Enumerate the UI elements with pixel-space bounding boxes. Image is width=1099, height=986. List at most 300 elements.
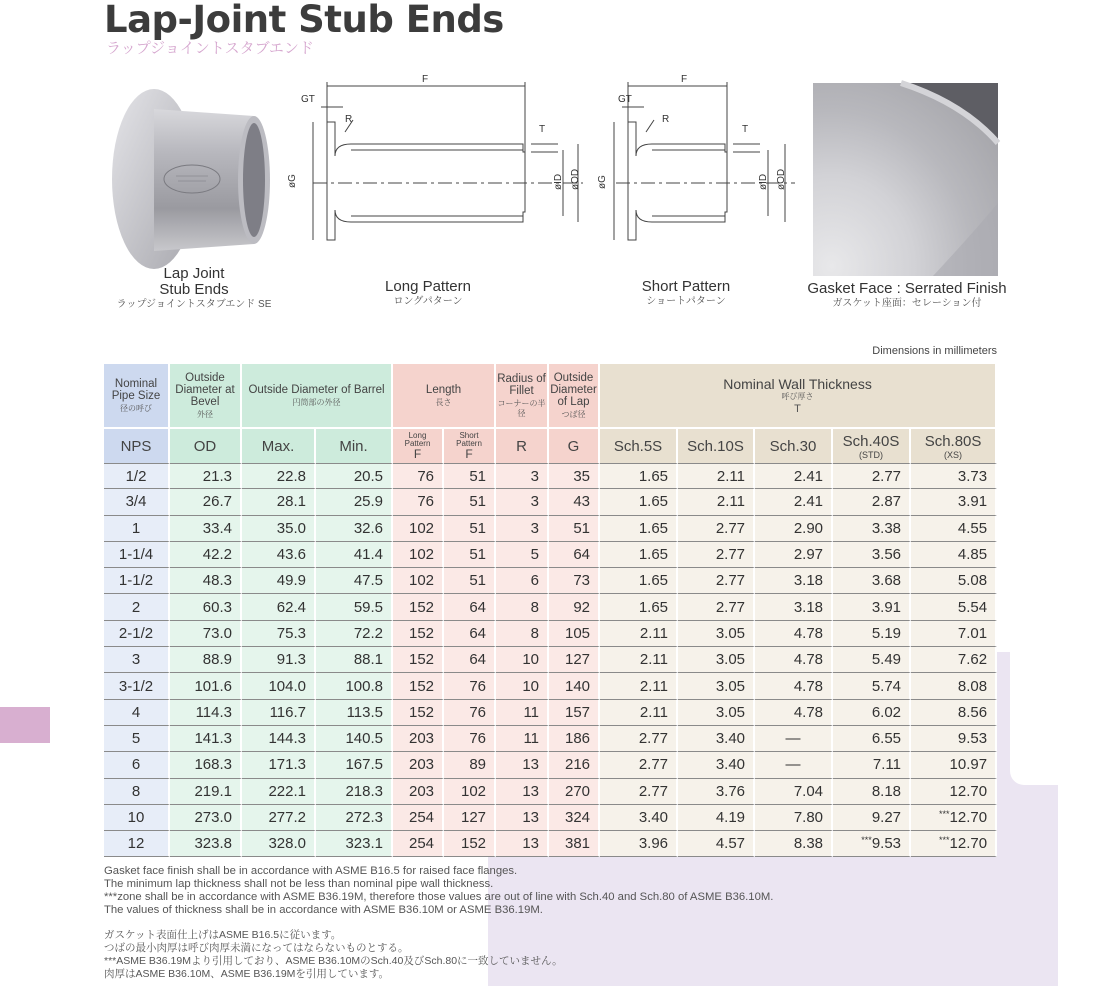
cell-od-value: 88.9 bbox=[202, 651, 232, 669]
product-caption bbox=[104, 266, 284, 312]
cell-s80-value: 8.56 bbox=[957, 703, 988, 721]
cell-max-value: 144.3 bbox=[268, 730, 306, 748]
table-row bbox=[104, 568, 997, 594]
cell-s10-value: 3.05 bbox=[715, 651, 746, 669]
group-barrel bbox=[242, 364, 393, 427]
col-long-line2: Pattern bbox=[404, 439, 431, 448]
cell-s10-value: 2.77 bbox=[715, 598, 746, 616]
cell-r bbox=[496, 542, 549, 568]
cell-max bbox=[242, 647, 316, 673]
cell-g-value: 216 bbox=[564, 756, 591, 774]
table-row bbox=[104, 752, 997, 778]
cell-s5-value: 2.77 bbox=[638, 730, 669, 748]
cell-nps bbox=[104, 831, 170, 857]
cell-od-value: 114.3 bbox=[195, 703, 232, 721]
long-dim-f: F bbox=[422, 74, 429, 85]
cell-max bbox=[242, 700, 316, 726]
cell-g-value: 270 bbox=[564, 782, 591, 800]
cell-min-value: 32.6 bbox=[353, 519, 384, 537]
col-short-symbol: F bbox=[465, 447, 473, 461]
cell-g-value: 186 bbox=[564, 730, 591, 748]
cell-s80 bbox=[911, 805, 997, 831]
cell-g-value: 381 bbox=[564, 835, 591, 853]
group-nps-label: Nominal Pipe Size bbox=[111, 377, 161, 402]
cell-s40-value: 8.18 bbox=[871, 782, 902, 800]
cell-long bbox=[393, 673, 444, 699]
cell-short bbox=[444, 831, 496, 857]
cell-r-value: 11 bbox=[523, 703, 540, 721]
col-g: G bbox=[549, 427, 600, 463]
note-en-1: Gasket face finish shall be in accordance with ASME B16.5 for raised face flanges. bbox=[104, 865, 518, 877]
note-en-3: ***zone shall be in accordance with ASME B36.19M, therefore those values are out of line with Sch.40 and Sch.80 of ASME B36.10M. bbox=[104, 891, 774, 903]
cell-max bbox=[242, 516, 316, 542]
cell-short bbox=[444, 516, 496, 542]
cell-s40 bbox=[833, 463, 911, 489]
table-row bbox=[104, 831, 997, 857]
col-sch40s-label: Sch.40S bbox=[842, 432, 900, 450]
group-od-jp: 外径 bbox=[197, 409, 213, 419]
cell-s5-value: 2.11 bbox=[639, 624, 669, 642]
cell-g bbox=[549, 779, 600, 805]
cell-s40-value: 3.56 bbox=[871, 546, 902, 564]
cell-od bbox=[170, 805, 242, 831]
cell-max bbox=[242, 673, 316, 699]
cell-long-value: 102 bbox=[408, 572, 435, 590]
cell-s5 bbox=[600, 542, 678, 568]
cell-s10 bbox=[678, 516, 755, 542]
cell-s10-value: 2.77 bbox=[715, 572, 746, 590]
cell-s5 bbox=[600, 463, 678, 489]
cell-long bbox=[393, 542, 444, 568]
cell-min bbox=[316, 568, 393, 594]
long-dim-gt: GT bbox=[301, 94, 315, 105]
cell-r-value: 13 bbox=[522, 835, 540, 853]
cell-long-value: 203 bbox=[408, 756, 435, 774]
cell-g-value: 35 bbox=[573, 467, 591, 485]
cell-short bbox=[444, 726, 496, 752]
cell-min-value: 218.3 bbox=[345, 782, 384, 800]
cell-short-value: 51 bbox=[469, 572, 487, 590]
cell-s30-value: 4.78 bbox=[793, 703, 824, 721]
cell-max-value: 222.1 bbox=[268, 782, 306, 800]
cell-s5 bbox=[600, 752, 678, 778]
cell-s5 bbox=[600, 516, 678, 542]
cell-s80-value: 4.85 bbox=[957, 546, 988, 564]
long-dim-r: R bbox=[345, 114, 353, 125]
cell-nps bbox=[104, 463, 170, 489]
cell-r bbox=[496, 568, 549, 594]
cell-min bbox=[316, 594, 393, 620]
group-wall-symbol: T bbox=[794, 402, 801, 415]
cell-max-value: 171.3 bbox=[268, 756, 306, 774]
cell-max bbox=[242, 489, 316, 515]
cell-s80 bbox=[911, 779, 997, 805]
cell-s30-value: 4.78 bbox=[793, 624, 824, 642]
cell-s80 bbox=[911, 700, 997, 726]
cell-s10 bbox=[678, 594, 755, 620]
col-min: Min. bbox=[316, 427, 393, 463]
cell-s80-mark: *** bbox=[939, 809, 950, 819]
cell-long-value: 152 bbox=[408, 651, 435, 669]
cell-s40 bbox=[833, 489, 911, 515]
note-jp-1: ガスケット表面仕上げはASME B16.5に従います。 bbox=[104, 929, 342, 941]
cell-nps-value: 1 bbox=[131, 519, 141, 537]
col-sch5s: Sch.5S bbox=[600, 427, 678, 463]
cell-s5-value: 1.65 bbox=[638, 572, 669, 590]
cell-max-value: 277.2 bbox=[268, 809, 306, 826]
cell-nps-value: 1-1/2 bbox=[118, 572, 154, 590]
cell-s10-value: 4.57 bbox=[715, 835, 746, 853]
cell-s30 bbox=[755, 594, 833, 620]
cell-g bbox=[549, 621, 600, 647]
group-barrel-jp: 円筒部の外径 bbox=[292, 397, 341, 407]
cell-s5 bbox=[600, 779, 678, 805]
cell-g bbox=[549, 673, 600, 699]
cell-nps bbox=[104, 752, 170, 778]
note-jp-3: ***ASME B36.19Mより引用しており、ASME B36.10MのSch.40及びSch.80に一致していません。 bbox=[104, 955, 563, 967]
note-en-2: The minimum lap thickness shall not be less than nominal pipe wall thickness. bbox=[104, 878, 494, 890]
table-row bbox=[104, 673, 997, 699]
cell-od bbox=[170, 621, 242, 647]
group-length-label: Length bbox=[425, 383, 462, 396]
cell-r bbox=[496, 805, 549, 831]
cell-od bbox=[170, 463, 242, 489]
col-short-line2: Pattern bbox=[456, 439, 482, 448]
cell-od-value: 73.0 bbox=[202, 624, 232, 642]
cell-long bbox=[393, 621, 444, 647]
cell-min bbox=[316, 726, 393, 752]
cell-s30 bbox=[755, 752, 833, 778]
cell-g bbox=[549, 752, 600, 778]
table-row bbox=[104, 516, 997, 542]
cell-min bbox=[316, 647, 393, 673]
cell-long bbox=[393, 594, 444, 620]
cell-max-value: 22.8 bbox=[276, 467, 306, 485]
cell-s5 bbox=[600, 700, 678, 726]
cell-g-value: 51 bbox=[573, 519, 591, 537]
cell-r bbox=[496, 621, 549, 647]
cell-min bbox=[316, 779, 393, 805]
cell-s10 bbox=[678, 805, 755, 831]
cell-s80 bbox=[911, 463, 997, 489]
cell-nps bbox=[104, 726, 170, 752]
cell-long-value: 152 bbox=[408, 677, 435, 695]
cell-s40 bbox=[833, 700, 911, 726]
cell-s40-value: 6.55 bbox=[871, 730, 902, 748]
cell-r bbox=[496, 700, 549, 726]
cell-nps bbox=[104, 673, 170, 699]
table-row bbox=[104, 489, 997, 515]
cell-od bbox=[170, 542, 242, 568]
cell-s40 bbox=[833, 542, 911, 568]
cell-s80 bbox=[911, 673, 997, 699]
cell-s80-value: 5.54 bbox=[957, 598, 988, 616]
cell-s5 bbox=[600, 805, 678, 831]
cell-max bbox=[242, 621, 316, 647]
cell-short bbox=[444, 463, 496, 489]
cell-g-value: 324 bbox=[564, 809, 591, 826]
cell-short-value: 51 bbox=[469, 493, 487, 511]
cell-s30-value: 3.18 bbox=[793, 598, 824, 616]
cell-min-value: 59.5 bbox=[353, 598, 384, 616]
product-caption-line2: Stub Ends bbox=[159, 281, 229, 298]
long-dim-t: T bbox=[539, 124, 546, 135]
col-nps: NPS bbox=[104, 427, 170, 463]
cell-long bbox=[393, 647, 444, 673]
cell-min-value: 41.4 bbox=[353, 546, 384, 564]
cell-s40 bbox=[833, 673, 911, 699]
cell-s40 bbox=[833, 621, 911, 647]
cell-g-value: 127 bbox=[564, 651, 591, 669]
cell-s80 bbox=[911, 752, 997, 778]
cell-s40 bbox=[833, 647, 911, 673]
cell-s30 bbox=[755, 647, 833, 673]
cell-s30 bbox=[755, 673, 833, 699]
cell-od-value: 141.3 bbox=[194, 730, 232, 748]
cell-g-value: 92 bbox=[573, 598, 591, 616]
cell-s5-value: 2.11 bbox=[639, 651, 669, 669]
cell-short bbox=[444, 542, 496, 568]
cell-od bbox=[170, 647, 242, 673]
col-sch10s: Sch.10S bbox=[678, 427, 755, 463]
cell-s80-value: 7.01 bbox=[957, 624, 988, 642]
cell-s40-value: 9.53 bbox=[871, 835, 902, 853]
cell-s10 bbox=[678, 726, 755, 752]
cell-s30-value: 2.41 bbox=[793, 467, 824, 485]
table-row bbox=[104, 805, 997, 831]
cell-min-value: 113.5 bbox=[346, 703, 384, 721]
cell-s5 bbox=[600, 568, 678, 594]
cell-min-value: 100.8 bbox=[345, 677, 384, 695]
cell-r-value: 11 bbox=[523, 730, 540, 748]
cell-s30-value: 2.97 bbox=[793, 546, 824, 564]
notes-japanese bbox=[104, 929, 563, 981]
cell-nps-value: 10 bbox=[127, 809, 145, 826]
cell-long-value: 254 bbox=[408, 835, 435, 853]
long-dim-id: øID bbox=[553, 173, 564, 190]
cell-short-value: 64 bbox=[469, 624, 487, 642]
cell-short bbox=[444, 779, 496, 805]
group-radius bbox=[496, 364, 549, 427]
cell-nps-value: 3/4 bbox=[125, 493, 147, 511]
cell-r-value: 8 bbox=[530, 624, 540, 642]
cell-short bbox=[444, 673, 496, 699]
group-radius-jp: コーナーの半径 bbox=[497, 398, 546, 418]
cell-max bbox=[242, 568, 316, 594]
cell-nps bbox=[104, 779, 170, 805]
cell-short bbox=[444, 805, 496, 831]
col-r: R bbox=[496, 427, 549, 463]
long-caption-jp: ロングパターン bbox=[393, 296, 463, 307]
cell-nps-value: 2-1/2 bbox=[118, 624, 154, 642]
cell-min-value: 72.2 bbox=[353, 624, 384, 642]
cell-s5 bbox=[600, 831, 678, 857]
cell-s80-value: 7.62 bbox=[957, 651, 988, 669]
cell-s10 bbox=[678, 831, 755, 857]
cell-max-value: 62.4 bbox=[276, 598, 306, 616]
cell-g-value: 105 bbox=[564, 624, 591, 642]
cell-s5 bbox=[600, 489, 678, 515]
table-row bbox=[104, 621, 997, 647]
cell-long bbox=[393, 831, 444, 857]
cell-od bbox=[170, 568, 242, 594]
product-photo bbox=[104, 86, 276, 272]
cell-short bbox=[444, 594, 496, 620]
col-short bbox=[444, 427, 496, 463]
cell-s10 bbox=[678, 621, 755, 647]
table-row bbox=[104, 647, 997, 673]
cell-max-value: 43.6 bbox=[276, 546, 306, 564]
cell-od bbox=[170, 779, 242, 805]
cell-od bbox=[170, 489, 242, 515]
cell-min-value: 140.5 bbox=[345, 730, 384, 748]
cell-s10 bbox=[678, 673, 755, 699]
short-dim-gt: GT bbox=[618, 94, 632, 105]
cell-s40-value: 3.91 bbox=[871, 598, 902, 616]
col-long bbox=[393, 427, 444, 463]
table-row bbox=[104, 726, 997, 752]
cell-min-value: 25.9 bbox=[353, 493, 384, 511]
cell-s80 bbox=[911, 621, 997, 647]
cell-s30 bbox=[755, 568, 833, 594]
note-jp-4: 肉厚はASME B36.10M、ASME B36.19Mを引用しています。 bbox=[104, 968, 390, 980]
cell-r-value: 13 bbox=[522, 756, 540, 774]
short-caption bbox=[631, 279, 741, 309]
cell-min-value: 88.1 bbox=[353, 651, 384, 669]
cell-short bbox=[444, 568, 496, 594]
cell-r bbox=[496, 752, 549, 778]
cell-nps-value: 12 bbox=[127, 835, 145, 853]
group-lap-jp: つば径 bbox=[561, 409, 586, 419]
cell-g-value: 157 bbox=[564, 703, 591, 721]
cell-s40-value: 5.74 bbox=[871, 677, 902, 695]
cell-s10-value: 3.05 bbox=[715, 677, 746, 695]
cell-s40 bbox=[833, 752, 911, 778]
col-od: OD bbox=[170, 427, 242, 463]
cell-s30-value: — bbox=[785, 756, 801, 774]
cell-short bbox=[444, 621, 496, 647]
table-row bbox=[104, 779, 997, 805]
group-radius-label: Radius of Fillet bbox=[497, 372, 546, 397]
cell-s5 bbox=[600, 673, 678, 699]
cell-s30-value: 4.78 bbox=[793, 677, 824, 695]
cell-max bbox=[242, 752, 316, 778]
short-caption-jp: ショートパターン bbox=[646, 296, 726, 307]
cell-min-value: 272.3 bbox=[345, 809, 384, 826]
cell-s80-value: 10.97 bbox=[949, 756, 988, 774]
table-row bbox=[104, 700, 997, 726]
cell-s40-value: 2.77 bbox=[871, 467, 902, 485]
cell-nps-value: 6 bbox=[131, 756, 141, 774]
cell-r-value: 13 bbox=[522, 782, 540, 800]
group-lap-label: Outside Diameter of Lap bbox=[550, 371, 597, 408]
side-tab bbox=[0, 707, 50, 743]
cell-g bbox=[549, 805, 600, 831]
cell-s30-value: 8.38 bbox=[793, 835, 824, 853]
cell-g bbox=[549, 542, 600, 568]
cell-s30-value: 4.78 bbox=[793, 651, 824, 669]
cell-s30 bbox=[755, 542, 833, 568]
group-nps bbox=[104, 364, 170, 427]
cell-s80 bbox=[911, 542, 997, 568]
cell-od-value: 48.3 bbox=[202, 572, 232, 590]
cell-r-value: 10 bbox=[522, 677, 540, 695]
cell-s10-value: 2.77 bbox=[715, 546, 746, 564]
gasket-caption-en: Gasket Face : Serrated Finish bbox=[807, 280, 1007, 297]
cell-short-value: 127 bbox=[460, 809, 487, 826]
cell-min-value: 167.5 bbox=[345, 756, 384, 774]
cell-g bbox=[549, 463, 600, 489]
cell-long bbox=[393, 568, 444, 594]
cell-s80-value: 9.53 bbox=[957, 730, 988, 748]
cell-short-value: 51 bbox=[469, 519, 487, 537]
cell-short-value: 64 bbox=[469, 598, 487, 616]
cell-s40 bbox=[833, 805, 911, 831]
cell-r bbox=[496, 647, 549, 673]
cell-max-value: 28.1 bbox=[276, 493, 306, 511]
cell-od bbox=[170, 516, 242, 542]
cell-s40-value: 9.27 bbox=[871, 809, 902, 826]
cell-s80-value: 3.73 bbox=[957, 467, 988, 485]
cell-s80 bbox=[911, 831, 997, 857]
cell-od-value: 60.3 bbox=[202, 598, 232, 616]
cell-short-value: 76 bbox=[469, 703, 487, 721]
cell-nps-value: 3-1/2 bbox=[118, 677, 154, 695]
note-jp-2: つばの最小肉厚は呼び肉厚未満になってはならないものとする。 bbox=[104, 942, 409, 954]
group-length-jp: 長さ bbox=[435, 397, 452, 407]
cell-long bbox=[393, 700, 444, 726]
cell-s30 bbox=[755, 489, 833, 515]
cell-s30 bbox=[755, 700, 833, 726]
cell-s30-value: — bbox=[785, 730, 801, 748]
cell-r-value: 3 bbox=[530, 519, 540, 537]
cell-min-value: 47.5 bbox=[353, 572, 384, 590]
cell-s5-value: 1.65 bbox=[638, 493, 669, 511]
cell-g-value: 64 bbox=[573, 546, 591, 564]
cell-long-value: 76 bbox=[417, 467, 435, 485]
cell-od-value: 26.7 bbox=[202, 493, 232, 511]
cell-s80-value: 12.70 bbox=[949, 835, 988, 853]
cell-s30-value: 2.41 bbox=[793, 493, 824, 511]
cell-max-value: 75.3 bbox=[276, 624, 306, 642]
cell-s40-value: 7.11 bbox=[872, 756, 902, 774]
cell-s10-value: 4.19 bbox=[715, 809, 746, 826]
cell-max bbox=[242, 779, 316, 805]
cell-s30 bbox=[755, 831, 833, 857]
short-pattern-drawing bbox=[597, 72, 800, 248]
cell-g bbox=[549, 726, 600, 752]
cell-s5-value: 1.65 bbox=[638, 467, 669, 485]
cell-long-value: 102 bbox=[408, 519, 435, 537]
cell-od-value: 42.2 bbox=[202, 546, 232, 564]
cell-s5-value: 1.65 bbox=[638, 598, 669, 616]
long-caption-en: Long Pattern bbox=[385, 278, 471, 295]
cell-min bbox=[316, 516, 393, 542]
cell-s30 bbox=[755, 726, 833, 752]
cell-r bbox=[496, 673, 549, 699]
cell-long bbox=[393, 752, 444, 778]
cell-s30-value: 7.04 bbox=[793, 782, 824, 800]
cell-r bbox=[496, 726, 549, 752]
cell-s40-value: 3.38 bbox=[871, 519, 902, 537]
short-caption-en: Short Pattern bbox=[641, 278, 731, 295]
cell-max bbox=[242, 463, 316, 489]
cell-s40-value: 2.87 bbox=[871, 493, 902, 511]
cell-od-value: 168.3 bbox=[194, 756, 232, 774]
cell-max-value: 116.7 bbox=[269, 703, 306, 721]
cell-s80 bbox=[911, 726, 997, 752]
cell-r-value: 3 bbox=[530, 493, 540, 511]
